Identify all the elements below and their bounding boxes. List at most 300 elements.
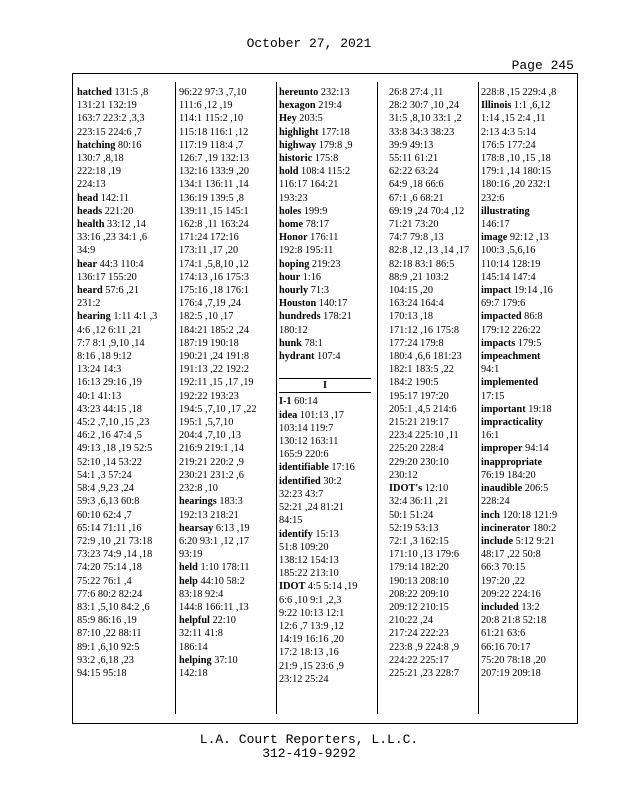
- index-refs-line: 21:9 ,15 23:6 ,9: [279, 660, 344, 672]
- index-refs: 5:12 9:21: [513, 535, 555, 547]
- index-refs-line: 230:12: [389, 469, 418, 481]
- index-refs-line: 171:12 ,16 175:8: [389, 324, 460, 336]
- index-entry: [481, 535, 557, 548]
- index-entry: [279, 231, 371, 244]
- index-refs-line: 69:7 179:6: [481, 298, 526, 310]
- index-refs-line: 225:21 ,23 228:7: [389, 667, 460, 679]
- index-term: inch: [481, 509, 500, 521]
- index-term: helpful: [179, 615, 210, 627]
- index-term: historic: [279, 153, 313, 165]
- index-refs-line: 66:3 70:15: [481, 562, 526, 574]
- index-term: identify: [279, 528, 313, 540]
- transcript-date: October 27, 2021: [246, 36, 372, 51]
- index-term: hour: [279, 271, 301, 283]
- index-refs-line: 93:2 ,6,18 ,23: [77, 654, 134, 666]
- index-term: health: [77, 219, 105, 231]
- index-refs-line: 116:17 164:21: [279, 179, 339, 191]
- index-refs-line: 2:13 4:3 5:14: [481, 126, 536, 138]
- index-refs-line: 65:14 71:11 ,16: [77, 522, 142, 534]
- index-refs-line: 146:17: [481, 219, 510, 231]
- index-refs-line: 54:1 ,3 57:24: [77, 469, 132, 481]
- index-entry: [279, 205, 371, 218]
- index-refs-line: 229:20 230:10: [389, 456, 449, 468]
- index-refs-line: 96:22 97:3 ,7,10: [179, 87, 247, 98]
- index-term: hatched: [77, 87, 112, 98]
- index-refs-line: 170:13 ,18: [389, 311, 434, 323]
- index-refs-line: 28:2 30:7 ,10 ,24: [389, 100, 460, 112]
- index-refs-line: 13:24 14:3: [77, 364, 122, 376]
- index-refs-line: 136:19 139:5 ,8: [179, 192, 244, 204]
- index-entry: [279, 284, 371, 297]
- index-entry: [481, 456, 557, 469]
- index-refs-line: 185:22 213:10: [279, 568, 339, 580]
- index-refs-line: 176:5 177:24: [481, 139, 536, 151]
- index-refs-line: 77:6 80:2 82:24: [77, 588, 143, 600]
- index-refs-line: 4:6 ,12 6:11 ,21: [77, 324, 142, 336]
- index-term: home: [279, 219, 304, 231]
- index-term: included: [481, 601, 519, 613]
- index-term: heads: [77, 205, 103, 217]
- index-refs-line: 23:12 25:24: [279, 673, 329, 685]
- index-refs-line: 192:8 195:11: [279, 245, 334, 257]
- index-refs: 80:16: [115, 139, 142, 151]
- index-refs-line: 85:9 86:16 ,19: [77, 615, 137, 627]
- index-refs: 78:17: [303, 219, 330, 231]
- index-term: improper: [481, 443, 523, 455]
- index-refs-line: 163:7 223:2 ,3,3: [77, 113, 145, 125]
- index-refs-line: 171:10 ,13 179:6: [389, 549, 460, 561]
- index-refs-line: 165:9 220:6: [279, 449, 329, 461]
- index-entry: [179, 495, 257, 508]
- index-entry: [279, 528, 371, 541]
- index-refs-line: 8:16 ,18 9:12: [77, 351, 132, 363]
- index-refs-line: 209:22 224:16: [481, 588, 541, 600]
- index-term: hydrant: [279, 351, 315, 363]
- index-refs-line: 144:8 166:11 ,13: [179, 601, 249, 613]
- index-entry: [481, 310, 557, 323]
- index-entry: [279, 152, 371, 165]
- index-refs: 44:10 58:2: [197, 575, 245, 587]
- index-refs-line: 60:10 62:4 ,7: [77, 509, 132, 521]
- index-refs-line: 103:14 119:7: [279, 422, 334, 434]
- index-refs: 71:3: [308, 285, 330, 297]
- index-refs-line: 219:21 220:2 ,9: [179, 456, 244, 468]
- index-refs: 4:5 5:14 ,19: [305, 581, 358, 593]
- index-refs: 199:9: [301, 205, 328, 217]
- index-refs: 177:18: [318, 126, 350, 138]
- index-entry: [77, 205, 157, 218]
- index-refs: 78:1: [301, 337, 323, 349]
- index-refs-line: 192:13 218:21: [179, 509, 239, 521]
- index-term: IDOT's: [389, 483, 423, 495]
- index-refs-line: 16:1: [481, 430, 500, 442]
- index-refs-line: 7:7 8:1 ,9,10 ,14: [77, 337, 145, 349]
- footer-phone: 312-419-9292: [262, 746, 356, 761]
- index-entry: [481, 403, 557, 416]
- index-term: impacts: [481, 337, 516, 349]
- index-refs: 183:3: [216, 496, 243, 508]
- index-refs-line: 45:2 ,7,10 ,15 ,23: [77, 417, 150, 429]
- index-refs-line: 52:19 53:13: [389, 522, 439, 534]
- index-entry: [481, 350, 557, 363]
- index-entry: [279, 139, 371, 152]
- column-divider: [478, 82, 479, 714]
- index-term: holes: [279, 205, 302, 217]
- index-refs-line: 195:17 197:20: [389, 390, 449, 402]
- index-refs: 120:18 121:9: [499, 509, 558, 521]
- index-refs: 57:6 ,21: [102, 285, 140, 297]
- index-refs-line: 93:19: [179, 549, 203, 561]
- index-term: heard: [77, 285, 103, 297]
- index-entry: [179, 561, 257, 574]
- index-refs-line: 94:1: [481, 364, 500, 376]
- index-refs: 33:12 ,14: [104, 219, 146, 231]
- index-refs-line: 190:13 208:10: [389, 575, 449, 587]
- index-refs-line: 50:1 51:24: [389, 509, 434, 521]
- index-refs-line: 142:18: [179, 667, 208, 679]
- index-refs-line: 74:7 79:8 ,13: [389, 232, 444, 244]
- index-refs-line: 176:4 ,7,19 ,24: [179, 298, 242, 310]
- index-refs-line: 184:21 185:2 ,24: [179, 324, 250, 336]
- index-refs-line: 6:20 93:1 ,12 ,17: [179, 535, 250, 547]
- index-term: help: [179, 575, 198, 587]
- index-refs-line: 71:21 73:20: [389, 219, 439, 231]
- index-refs-line: 33:8 34:3 38:23: [389, 126, 455, 138]
- index-refs-line: 230:21 231:2 ,6: [179, 469, 244, 481]
- index-refs-line: 216:9 219:1 ,14: [179, 443, 244, 455]
- index-entry: [481, 99, 557, 112]
- index-refs-line: 75:20 78:18 ,20: [481, 654, 546, 666]
- index-refs-line: 51:8 109:20: [279, 541, 329, 553]
- index-refs-line: 100:3 ,5,6,16: [481, 245, 536, 257]
- index-entry: [179, 575, 257, 588]
- index-refs-line: 32:11 41:8: [179, 628, 223, 640]
- index-refs: 86:8: [521, 311, 543, 323]
- index-column-4: [389, 86, 469, 680]
- index-refs-line: 104:15 ,20: [389, 285, 434, 297]
- index-refs-line: 59:3 ,6,13 60:8: [77, 496, 140, 508]
- index-term: hexagon: [279, 100, 316, 112]
- index-entry: [279, 126, 371, 139]
- column-divider: [377, 82, 378, 714]
- index-term: helping: [179, 654, 212, 666]
- index-term: hold: [279, 166, 299, 178]
- index-entry: [77, 218, 157, 231]
- index-entry: [279, 350, 371, 363]
- index-term: hundreds: [279, 311, 321, 323]
- index-term: impracticality: [481, 417, 543, 429]
- index-entry: [481, 509, 557, 522]
- index-refs-line: 232:8 ,10: [179, 483, 218, 495]
- index-refs-line: 224:13: [77, 179, 106, 191]
- index-term: hunk: [279, 337, 302, 349]
- index-column-1: [77, 86, 157, 680]
- index-section-heading: I: [279, 378, 371, 393]
- index-refs-line: 182:5 ,10 ,17: [179, 311, 234, 323]
- index-term: illustrating: [481, 205, 530, 217]
- index-column-2: [179, 86, 257, 680]
- index-term: identifiable: [279, 462, 329, 474]
- index-term: inaudible: [481, 483, 523, 495]
- index-refs-line: 20:8 21:8 52:18: [481, 615, 547, 627]
- index-entry: [481, 482, 557, 495]
- index-term: inappropriate: [481, 456, 543, 468]
- index-refs-line: 16:13 29:16 ,19: [77, 377, 142, 389]
- index-entry: [279, 218, 371, 231]
- index-refs-line: 194:5 ,7,10 ,17 ,22: [179, 403, 257, 415]
- index-refs-line: 182:1 183:5 ,22: [389, 364, 454, 376]
- column-divider: [276, 82, 277, 714]
- index-term: highlight: [279, 126, 319, 138]
- index-term: hearsay: [179, 522, 214, 534]
- index-refs: 131:5 ,8: [111, 87, 149, 98]
- index-refs-line: 12:6 ,7 13:9 ,12: [279, 620, 344, 632]
- index-refs-line: 138:12 154:13: [279, 554, 339, 566]
- index-term: hearing: [77, 311, 111, 323]
- page-number: Page 245: [511, 58, 574, 73]
- index-entry: [279, 310, 371, 323]
- index-refs-line: 171:24 172:16: [179, 232, 239, 244]
- index-refs: 1:1 ,6,12: [511, 100, 551, 112]
- index-entry: [77, 284, 157, 297]
- index-refs-line: 74:20 75:14 ,18: [77, 562, 142, 574]
- index-entry: [481, 601, 557, 614]
- index-entry: [481, 442, 557, 455]
- index-refs-line: 6:6 ,10 9:1 ,2,3: [279, 594, 342, 606]
- index-entry: [279, 112, 371, 125]
- index-term: identified: [279, 475, 321, 487]
- index-refs-line: 223:8 ,9 224:8 ,9: [389, 641, 460, 653]
- index-refs-line: 76:19 184:20: [481, 469, 536, 481]
- index-refs: 30:2: [320, 475, 342, 487]
- index-refs-line: 58:4 ,9,23 ,24: [77, 483, 134, 495]
- index-refs: 175:8: [312, 153, 339, 165]
- index-entry: [279, 475, 371, 488]
- index-refs: 232:13: [318, 87, 350, 98]
- index-refs-line: 132:16 133:9 ,20: [179, 166, 250, 178]
- index-entry: [77, 310, 157, 323]
- index-refs-line: 139:11 ,15 145:1: [179, 205, 249, 217]
- index-refs-line: 205:1 ,4,5 214:6: [389, 403, 457, 415]
- index-refs: 203:5: [296, 113, 323, 125]
- index-term: hear: [77, 258, 98, 270]
- index-term: idea: [279, 409, 298, 421]
- index-entry: [279, 580, 371, 593]
- index-refs-line: 136:17 155:20: [77, 271, 137, 283]
- index-refs: 107:4: [314, 351, 341, 363]
- index-refs: 219:23: [309, 258, 341, 270]
- index-term: hourly: [279, 285, 309, 297]
- index-refs-line: 174:1 ,5,8,10 ,12: [179, 258, 249, 270]
- index-term: hereunto: [279, 87, 319, 98]
- index-entry: [279, 99, 371, 112]
- index-refs-line: 69:19 ,24 70:4 ,12: [389, 205, 465, 217]
- index-refs-line: 173:11 ,17 ,20: [179, 245, 239, 257]
- index-refs-line: 61:21 63:6: [481, 628, 526, 640]
- index-refs-line: 110:14 128:19: [481, 258, 541, 270]
- index-refs: 15:13: [312, 528, 339, 540]
- index-column-3: [279, 86, 371, 686]
- index-entry: [481, 416, 557, 429]
- index-refs-line: 115:18 116:1 ,12: [179, 126, 249, 138]
- index-refs-line: 204:4 ,7,10 ,13: [179, 430, 242, 442]
- index-refs-line: 228:24: [481, 496, 510, 508]
- index-refs: 19:18: [525, 403, 552, 415]
- index-refs-line: 193:23: [279, 192, 308, 204]
- index-entry: [481, 284, 557, 297]
- index-term: Houston: [279, 298, 317, 310]
- index-refs-line: 217:24 222:23: [389, 628, 449, 640]
- index-refs-line: 210:22 ,24: [389, 615, 434, 627]
- index-refs-line: 72:9 ,10 ,21 73:18: [77, 535, 153, 547]
- index-refs-line: 130:12 163:11: [279, 436, 339, 448]
- index-refs-line: 72:1 ,3 162:15: [389, 535, 449, 547]
- index-refs-line: 215:21 219:17: [389, 417, 449, 429]
- index-refs-line: 87:10 ,22 88:11: [77, 628, 142, 640]
- index-refs-line: 114:1 115:2 ,10: [179, 113, 244, 125]
- index-entry: [77, 192, 157, 205]
- index-term: Hey: [279, 113, 297, 125]
- index-term: head: [77, 192, 99, 204]
- index-term: Honor: [279, 232, 308, 244]
- index-refs-line: 187:19 190:18: [179, 337, 239, 349]
- index-refs-line: 178:8 ,10 ,15 ,18: [481, 153, 551, 165]
- index-term: held: [179, 562, 198, 574]
- index-entry: [481, 337, 557, 350]
- index-entry: [179, 654, 257, 667]
- index-refs-line: 130:7 ,8,18: [77, 153, 124, 165]
- index-refs-line: 64:9 ,18 66:6: [389, 179, 444, 191]
- index-refs-line: 34:9: [77, 245, 96, 257]
- index-entry: [279, 461, 371, 474]
- index-refs-line: 62:22 63:24: [389, 166, 439, 178]
- index-refs-line: 83:18 92:4: [179, 588, 224, 600]
- index-term: impacted: [481, 311, 522, 323]
- index-term: hatching: [77, 139, 116, 151]
- index-refs: 180:2: [530, 522, 557, 534]
- index-entry: [77, 86, 157, 99]
- index-refs-line: 197:20 ,22: [481, 575, 526, 587]
- index-refs-line: 32:4 36:11 ,21: [389, 496, 449, 508]
- index-entry: [481, 205, 557, 218]
- index-refs-line: 39:9 49:13: [389, 139, 434, 151]
- index-refs-line: 31:5 ,8,10 33:1 ,2: [389, 113, 462, 125]
- index-refs-line: 186:14: [179, 641, 208, 653]
- index-refs-line: 111:6 ,12 ,19: [179, 100, 233, 112]
- index-entry: [279, 409, 371, 422]
- index-refs-line: 175:16 ,18 176:1: [179, 285, 250, 297]
- index-refs-line: 82:8 ,12 ,13 ,14 ,17: [389, 245, 470, 257]
- index-refs-line: 52:21 ,24 81:21: [279, 502, 344, 514]
- index-refs: 101:13 ,17: [297, 409, 344, 421]
- index-refs: 221:20: [102, 205, 134, 217]
- index-refs-line: 84:15: [279, 515, 303, 527]
- index-refs: 219:4: [315, 100, 342, 112]
- index-refs: 206:5: [522, 483, 549, 495]
- index-refs-line: 174:13 ,16 175:3: [179, 271, 250, 283]
- index-refs-line: 162:8 ,11 163:24: [179, 219, 249, 231]
- index-refs-line: 208:22 209:10: [389, 588, 449, 600]
- index-term: highway: [279, 139, 317, 151]
- index-refs-line: 223:4 225:10 ,11: [389, 430, 459, 442]
- index-refs-line: 117:19 118:4 ,7: [179, 139, 244, 151]
- index-refs-line: 177:24 179:8: [389, 337, 444, 349]
- index-refs-line: 180:4 ,6,6 181:23: [389, 351, 462, 363]
- index-refs: 13:2: [518, 601, 540, 613]
- index-refs-line: 184:2 190:5: [389, 377, 439, 389]
- index-entry: [481, 231, 557, 244]
- index-refs-line: 223:15 224:6 ,7: [77, 126, 142, 138]
- index-entry: [279, 395, 371, 408]
- index-refs: 140:17: [316, 298, 348, 310]
- index-refs-line: 73:23 74:9 ,14 ,18: [77, 549, 153, 561]
- index-refs-line: 228:8 ,15 229:4 ,8: [481, 87, 557, 98]
- index-entry: [279, 258, 371, 271]
- index-refs-line: 131:21 132:19: [77, 100, 137, 112]
- index-refs-line: 191:13 ,22 192:2: [179, 364, 250, 376]
- index-refs: 94:14: [522, 443, 549, 455]
- index-refs: 22:10: [209, 615, 236, 627]
- footer-company: L.A. Court Reporters, L.L.C.: [199, 732, 419, 747]
- index-refs-line: 89:1 ,6,10 92:5: [77, 641, 140, 653]
- index-refs-line: 192:22 193:23: [179, 390, 239, 402]
- index-refs-line: 17:2 18:13 ,16: [279, 647, 339, 659]
- index-refs-line: 82:18 83:1 86:5: [389, 258, 455, 270]
- index-refs-line: 195:1 ,5,7,10: [179, 417, 234, 429]
- index-refs-line: 207:19 209:18: [481, 667, 541, 679]
- index-refs-line: 145:14 147:4: [481, 271, 536, 283]
- index-refs-line: 55:11 61:21: [389, 153, 439, 165]
- index-refs-line: 231:2: [77, 298, 101, 310]
- index-entry: [279, 165, 371, 178]
- index-entry: [77, 139, 157, 152]
- index-refs-line: 40:1 41:13: [77, 390, 122, 402]
- index-refs-line: 32:23 43:7: [279, 488, 324, 500]
- index-entry: [389, 482, 469, 495]
- index-entry: [77, 258, 157, 271]
- index-refs-line: 66:16 70:17: [481, 641, 531, 653]
- index-refs: 178:21: [320, 311, 352, 323]
- index-entry: [481, 376, 557, 389]
- index-refs-line: 224:22 225:17: [389, 654, 449, 666]
- index-refs-line: 179:1 ,14 180:15: [481, 166, 552, 178]
- index-refs-line: 46:2 ,16 47:4 ,5: [77, 430, 142, 442]
- index-refs-line: 134:1 136:11 ,14: [179, 179, 249, 191]
- index-entry: [179, 522, 257, 535]
- index-refs: 1:16: [300, 271, 322, 283]
- index-term: I-1: [279, 396, 292, 408]
- index-refs: 92:12 ,13: [507, 232, 549, 244]
- index-term: image: [481, 232, 508, 244]
- index-refs-line: 232:6: [481, 192, 505, 204]
- index-frame: [72, 73, 578, 724]
- index-refs: 1:10 178:11: [197, 562, 250, 574]
- index-refs: 19:14 ,16: [511, 285, 553, 297]
- index-refs: 179:8 ,9: [316, 139, 353, 151]
- index-refs: 6:13 ,19: [213, 522, 250, 534]
- index-term: implemented: [481, 377, 539, 389]
- index-refs-line: 1:14 ,15 2:4 ,11: [481, 113, 546, 125]
- index-refs-line: 180:16 ,20 232:1: [481, 179, 552, 191]
- index-refs: 17:16: [328, 462, 355, 474]
- index-refs-line: 75:22 76:1 ,4: [77, 575, 132, 587]
- index-refs: 12:10: [422, 483, 449, 495]
- index-refs-line: 67:1 ,6 68:21: [389, 192, 444, 204]
- index-term: incinerator: [481, 522, 531, 534]
- index-refs-line: 48:17 ,22 50:8: [481, 549, 541, 561]
- index-refs: 179:5: [515, 337, 542, 349]
- index-entry: [279, 86, 371, 99]
